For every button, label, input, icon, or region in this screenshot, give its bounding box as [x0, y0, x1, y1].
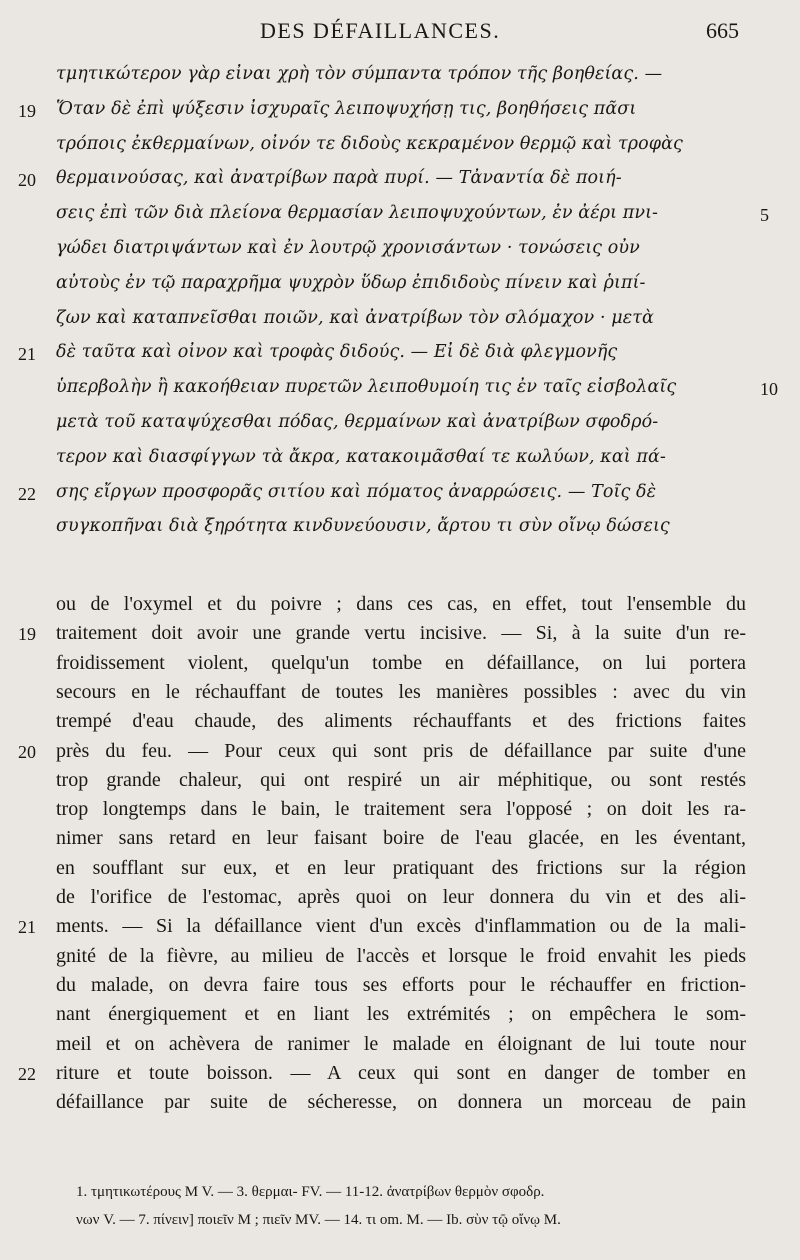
- greek-line: τμητικώτερον γὰρ εἶναι χρὴ τὸν σύμπαντα τρόπον τῆς βοηθείας. —: [56, 64, 663, 84]
- section-number: 22: [18, 483, 36, 504]
- greek-line: αὐτοὺς ἐν τῷ παραχρῆμα ψυχρὸν ὕδωρ ἐπιδιδοὺς πίνειν καὶ ῥιπί-: [56, 272, 646, 293]
- greek-line: σης εἴργων προσφορᾶς σιτίου καὶ πόματος ἀναρρώσεις. — Τοῖς δὲ: [56, 481, 657, 502]
- section-number: 20: [18, 741, 36, 762]
- french-line: nimer sans retard en leur faisant boire de l'eau glacée, en les éventant,: [56, 827, 746, 850]
- greek-line: ὑπερβολὴν ἢ κακοήθειαν πυρετῶν λειποθυμοίη τις ἐν ταῖς εἰσβολαῖς: [56, 377, 677, 398]
- greek-line: μετὰ τοῦ καταψύχεσθαι πόδας, θερμαίνων καὶ ἀνατρίβων σφοδρό-: [56, 412, 659, 432]
- french-line: gnité de la fièvre, au milieu de l'accès et lorsque le froid envahit les pieds: [56, 944, 746, 967]
- section-number: 19: [18, 100, 36, 121]
- french-line: en soufflant sur eux, et en leur pratiquant des frictions sur la région: [56, 856, 746, 879]
- footnote-line: 1. τμητικωτέρους M V. — 3. θερμαι- FV. — 11-12. ἀνατρίβων θερμὸν σφοδρ.: [76, 1184, 545, 1200]
- line-number: 5: [760, 205, 769, 226]
- greek-line: ζων καὶ καταπνεῖσθαι ποιῶν, καὶ ἀνατρίβων τὸν σλόμαχον · μετὰ: [56, 307, 654, 328]
- french-line: trop grande chaleur, qui ont respiré un air méphitique, ou sont restés: [56, 768, 746, 791]
- running-header: [0, 18, 800, 48]
- greek-line: τερον καὶ διασφίγγων τὰ ἄκρα, κατακοιμᾶσθαί τε κωλύων, καὶ πά-: [56, 446, 666, 467]
- greek-line: συγκοπῆναι διὰ ξηρότητα κινδυνεύουσιν, ἄρτου τι σὺν οἴνῳ δώσεις: [56, 516, 670, 537]
- section-number: 22: [18, 1063, 36, 1084]
- greek-line: σεις ἐπὶ τῶν διὰ πλείονα θερμασίαν λειποψυχούντων, ἐν ἀέρι πνι-: [56, 203, 659, 224]
- french-line: près du feu. — Pour ceux qui sont pris de défaillance par suite d'une: [56, 739, 746, 762]
- french-line: défaillance par suite de sécheresse, on donnera un morceau de pain: [56, 1091, 746, 1114]
- french-line: ments. — Si la défaillance vient d'un excès d'inflammation ou de la mali-: [56, 915, 746, 938]
- french-line: secours en le réchauffant de toutes les manières possibles : avec du vin: [56, 680, 746, 703]
- section-number: 21: [18, 344, 36, 365]
- french-line: trop longtemps dans le bain, le traitement sera l'opposé ; on doit les ra-: [56, 798, 746, 821]
- section-number: 19: [18, 624, 36, 645]
- french-line: froidissement violent, quelqu'un tombe en défaillance, on lui portera: [56, 651, 746, 674]
- page-number: 665: [706, 18, 739, 43]
- footnote-line: νων V. — 7. πίνειν] ποιεῖν M ; πιεῖν MV. — 14. τι om. M. — Ib. σὺν τῷ οἴνῳ M.: [76, 1212, 561, 1228]
- greek-line: Ὅταν δὲ ἐπὶ ψύξεσιν ἰσχυραῖς λειποψυχήσῃ τις, βοηθήσεις πᾶσι: [56, 98, 637, 119]
- french-line: traitement doit avoir une grande vertu incisive. — Si, à la suite d'un re-: [56, 622, 746, 645]
- greek-line: δὲ ταῦτα καὶ οἶνον καὶ τροφὰς διδούς. — Εἰ δὲ διὰ φλεγμονῆς: [56, 342, 618, 363]
- french-line: riture et toute boisson. — A ceux qui sont en danger de tomber en: [56, 1061, 746, 1084]
- section-number: 21: [18, 917, 36, 938]
- running-title: DES DÉFAILLANCES.: [260, 18, 501, 43]
- line-number: 10: [760, 379, 778, 400]
- french-line: nant énergiquement et en liant les extrémités ; on empêchera le som-: [56, 1003, 746, 1026]
- greek-line: θερμαινούσας, καὶ ἀνατρίβων παρὰ πυρί. — Τἀναντία δὲ ποιή-: [56, 168, 622, 189]
- greek-line: γώδει διατριψάντων καὶ ἐν λουτρῷ χρονισάντων · τονώσεις οὖν: [56, 238, 640, 258]
- section-number: 20: [18, 170, 36, 191]
- greek-line: τρόποις ἐκθερμαίνων, οἶνόν τε διδοὺς κεκραμένον θερμῷ καὶ τροφὰς: [56, 133, 683, 154]
- french-line: trempé d'eau chaude, des aliments réchauffants et des frictions faites: [56, 710, 746, 733]
- french-line: de l'orifice de l'estomac, après quoi on leur donnera du vin et des ali-: [56, 886, 746, 908]
- french-line: meil et on achèvera de ranimer le malade en éloignant de lui toute nour: [56, 1032, 746, 1055]
- french-line: ou de l'oxymel et du poivre ; dans ces cas, en effet, tout l'ensemble du: [56, 593, 746, 615]
- french-line: du malade, on devra faire tous ses efforts pour le réchauffer en friction-: [56, 973, 746, 996]
